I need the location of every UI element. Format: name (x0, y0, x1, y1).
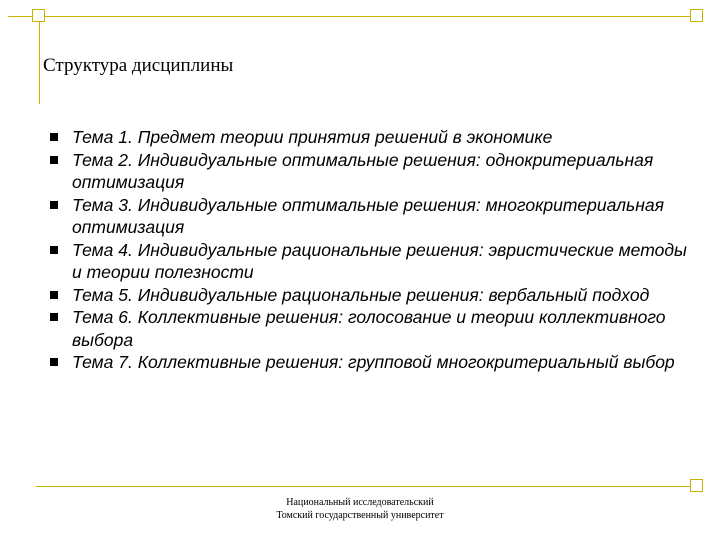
square-bullet-icon (50, 313, 58, 321)
square-bullet-icon (50, 291, 58, 299)
topic-text: Тема 1. Предмет теории принятия решений в экономике (72, 127, 553, 147)
square-bullet-icon (50, 156, 58, 164)
square-bullet-icon (50, 201, 58, 209)
list-item (50, 194, 690, 239)
list-item (50, 351, 690, 374)
decor-bottom-line (36, 486, 698, 487)
corner-square-icon (690, 479, 703, 492)
topic-text: Тема 5. Индивидуальные рациональные решения: вербальный подход (72, 284, 650, 305)
topic-text: Тема 7. Коллективные решения: групповой многокритериальный выбор (72, 352, 675, 372)
topic-text: Тема 6. Коллективные решения: голосование и теории коллективного выбора (72, 307, 666, 350)
list-item (50, 306, 690, 351)
list-item (50, 239, 690, 284)
list-item (50, 126, 690, 149)
decor-vertical-line (39, 12, 40, 104)
square-bullet-icon (50, 246, 58, 254)
topic-text: Тема 3. Индивидуальные оптимальные решения: многокритериальная оптимизация (72, 194, 664, 237)
list-item (50, 149, 690, 194)
topic-text: Тема 2. Индивидуальные оптимальные решения: однокритериальная оптимизация (72, 149, 654, 192)
footer (0, 496, 720, 522)
corner-square-icon (32, 9, 45, 22)
square-bullet-icon (50, 133, 58, 141)
corner-square-icon (690, 9, 703, 22)
list-item (50, 284, 690, 307)
footer-line-1: Национальный исследовательский (286, 497, 434, 508)
footer-line-2: Томский государственный университет (276, 510, 444, 521)
square-bullet-icon (50, 358, 58, 366)
topic-list (50, 126, 690, 374)
slide-title: Структура дисциплины (43, 55, 234, 76)
topic-text: Тема 4. Индивидуальные рациональные решения: эвристические методы и теории полезности (72, 239, 687, 282)
decor-top-line (8, 16, 698, 17)
